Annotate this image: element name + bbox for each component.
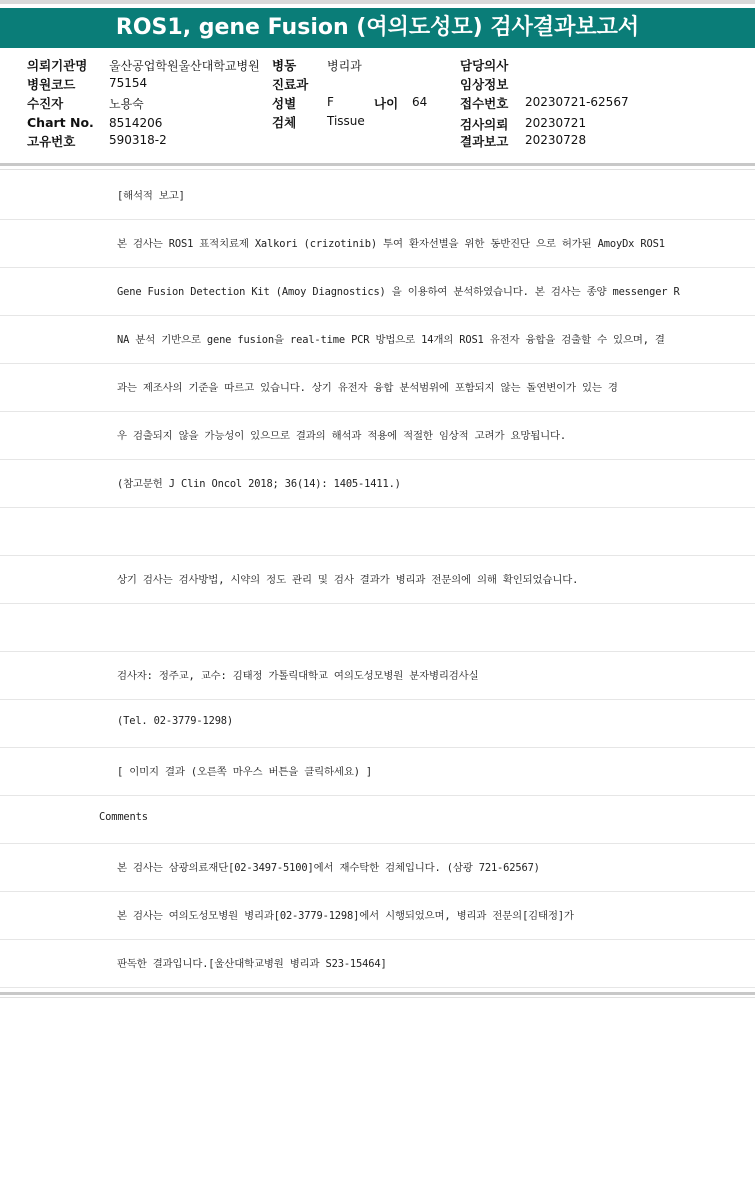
footer-divider-thin bbox=[0, 997, 755, 998]
result-row bbox=[0, 891, 755, 940]
result-line: NA 분석 기반으로 gene fusion을 real-time PCR 방법으로 14개의 ROS1 유전자 융합을 검출할 수 있으며, 결 bbox=[117, 334, 665, 346]
result-row bbox=[0, 603, 755, 652]
result-row bbox=[0, 747, 755, 796]
result-line: 과는 제조사의 기준을 따르고 있습니다. 상기 유전자 융합 분석범위에 포함되지 않는 돌연변이가 있는 경 bbox=[117, 382, 618, 394]
report-title: ROS1, gene Fusion (여의도성모) 검사결과보고서 bbox=[0, 8, 755, 48]
report-date-value: 20230728 bbox=[525, 133, 587, 147]
result-row bbox=[0, 651, 755, 700]
hospital-code-label: 병원코드 bbox=[27, 77, 76, 92]
footer-divider bbox=[0, 992, 755, 995]
physician-label: 담당의사 bbox=[460, 58, 509, 73]
result-line: (Tel. 02-3779-1298) bbox=[117, 715, 234, 727]
result-row bbox=[0, 939, 755, 988]
request-date-value: 20230721 bbox=[525, 116, 587, 130]
ward-label: 병동 bbox=[272, 58, 297, 73]
result-line: Gene Fusion Detection Kit (Amoy Diagnostics) 을 이용하여 분석하였습니다. 본 검사는 종양 messenger R bbox=[117, 286, 680, 298]
result-line: 본 검사는 삼광의료재단[02-3497-5100]에서 재수탁한 검체입니다. (삼광 721-62567) bbox=[117, 862, 540, 874]
ward-value: 병리과 bbox=[327, 59, 362, 73]
chart-no-label: Chart No. bbox=[27, 115, 94, 130]
result-row bbox=[0, 507, 755, 556]
result-row bbox=[0, 699, 755, 748]
result-line: [해석적 보고] bbox=[117, 190, 185, 202]
result-row bbox=[0, 411, 755, 460]
result-line: 상기 검사는 검사방법, 시약의 정도 관리 및 검사 결과가 병리과 전문의에 의해 확인되었습니다. bbox=[117, 574, 579, 586]
hospital-code-value: 75154 bbox=[109, 76, 148, 90]
header-divider-thin bbox=[0, 169, 755, 170]
report-date-label: 결과보고 bbox=[460, 134, 509, 149]
unique-no-value: 590318-2 bbox=[109, 133, 167, 147]
receipt-no-label: 접수번호 bbox=[460, 96, 509, 111]
top-rule bbox=[0, 0, 755, 4]
result-line: 검사자: 정주교, 교수: 김태정 가톨릭대학교 여의도성모병원 분자병리검사실 bbox=[117, 670, 479, 682]
institution-label: 의뢰기관명 bbox=[27, 58, 88, 73]
result-line: 우 검출되지 않을 가능성이 있으므로 결과의 해석과 적용에 적절한 임상적 고려가 요망됩니다. bbox=[117, 430, 566, 442]
result-row bbox=[0, 363, 755, 412]
comments-heading: Comments bbox=[99, 811, 148, 823]
result-row bbox=[0, 315, 755, 364]
result-row bbox=[0, 267, 755, 316]
age-label: 나이 bbox=[374, 96, 399, 111]
specimen-value: Tissue bbox=[327, 114, 365, 128]
request-date-label: 검사의뢰 bbox=[460, 117, 509, 132]
result-row bbox=[0, 171, 755, 220]
sex-label: 성별 bbox=[272, 96, 297, 111]
institution-value: 울산공업학원울산대학교병원 bbox=[109, 59, 260, 73]
sex-value: F bbox=[327, 95, 334, 109]
receipt-no-value: 20230721-62567 bbox=[525, 95, 629, 109]
age-value: 64 bbox=[412, 95, 428, 109]
unique-no-label: 고유번호 bbox=[27, 134, 76, 149]
patient-name-value: 노용숙 bbox=[109, 97, 144, 111]
result-row bbox=[0, 843, 755, 892]
result-line: (참고문헌 J Clin Oncol 2018; 36(14): 1405-1411.) bbox=[117, 478, 401, 490]
patient-name-label: 수진자 bbox=[27, 96, 64, 111]
result-line: 본 검사는 ROS1 표적치료제 Xalkori (crizotinib) 투여 환자선별을 위한 동반진단 으로 허가된 AmoyDx ROS1 bbox=[117, 238, 665, 250]
result-line: 본 검사는 여의도성모병원 병리과[02-3779-1298]에서 시행되었으며, 병리과 전문의[김태정]가 bbox=[117, 910, 574, 922]
image-result-link[interactable]: [ 이미지 결과 (오른쪽 마우스 버튼을 클릭하세요) ] bbox=[117, 766, 373, 778]
result-row bbox=[0, 219, 755, 268]
header-divider bbox=[0, 163, 755, 166]
department-label: 진료과 bbox=[272, 77, 309, 92]
chart-no-value: 8514206 bbox=[109, 116, 163, 130]
result-row bbox=[0, 795, 755, 844]
result-line: 판독한 결과입니다.[울산대학교병원 병리과 S23-15464] bbox=[117, 958, 387, 970]
clinical-info-label: 임상정보 bbox=[460, 77, 509, 92]
specimen-label: 검체 bbox=[272, 115, 297, 130]
result-row bbox=[0, 555, 755, 604]
result-row bbox=[0, 459, 755, 508]
